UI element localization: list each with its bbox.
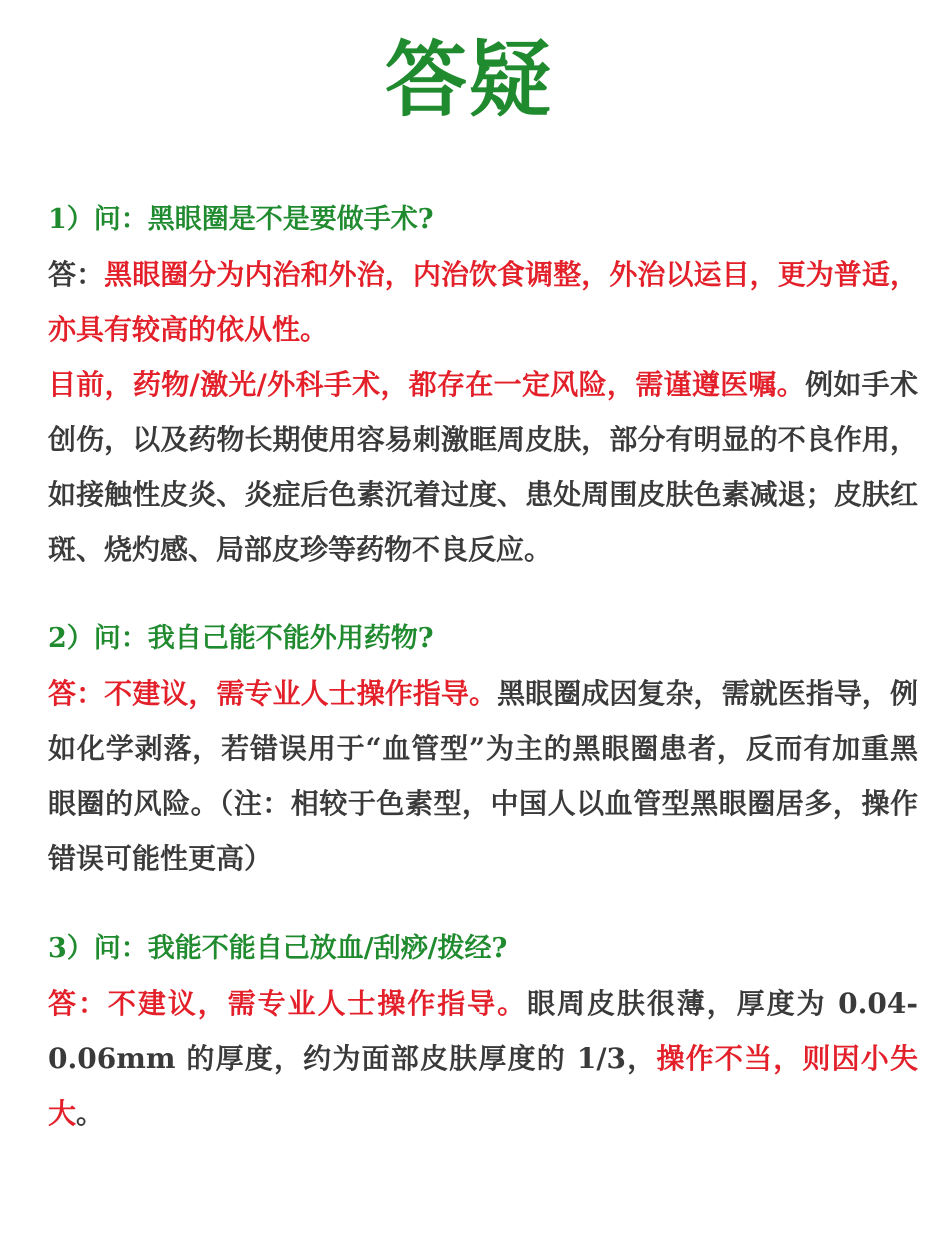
page-title: 答疑 (384, 32, 553, 128)
answer-2-gray: 黑眼圈成因复杂，需就医指导，例如化学剥落，若错误用于“血管型”为主的黑眼圈患者，反而有加重黑眼圈的风险。（注：相较于色素型，中国人以血管型黑眼圈居多，操作错误可能性更高） (48, 677, 918, 875)
answer-1-label: 答： (48, 258, 105, 291)
question-1: 1）问：黑眼圈是不是要做手术? (48, 204, 434, 235)
answer-3-red: 答：不建议，需专业人士操作指导。 (48, 987, 528, 1020)
qa-section-2 (48, 612, 918, 886)
qa-section-1 (48, 193, 918, 577)
answer-2-red: 答：不建议，需专业人士操作指导。 (48, 677, 498, 710)
answer-1-paragraph-2 (48, 357, 918, 577)
answer-2 (48, 666, 918, 886)
answer-3 (48, 976, 918, 1141)
answer-3-gray: 眼周皮肤很薄，厚度为 0.04-0.06mm 的厚度，约为面部皮肤厚度的 1/3， (48, 987, 918, 1075)
answer-1-p2-red: 目前，药物/激光/外科手术，都存在一定风险，需谨遵医嘱。 (48, 368, 806, 401)
answer-1 (48, 247, 918, 357)
answer-3-red-2: 操作不当，则因小失大 (48, 1042, 918, 1130)
qa-section-3 (48, 922, 918, 1141)
answer-3-end: 。 (76, 1097, 105, 1130)
question-3: 3）问：我能不能自己放血/刮痧/拨经? (48, 933, 508, 964)
answer-1-p2-gray: 例如手术创伤，以及药物长期使用容易刺激眶周皮肤，部分有明显的不良作用，如接触性皮炎、炎症后色素沉着过度、患处周围皮肤色素减退；皮肤红斑、烧灼感、局部皮珍等药物不良反应。 (48, 368, 918, 566)
question-2: 2）问：我自己能不能外用药物? (48, 623, 434, 654)
answer-1-red: 黑眼圈分为内治和外治，内治饮食调整，外治以运目，更为普适，亦具有较高的依从性。 (48, 258, 918, 346)
